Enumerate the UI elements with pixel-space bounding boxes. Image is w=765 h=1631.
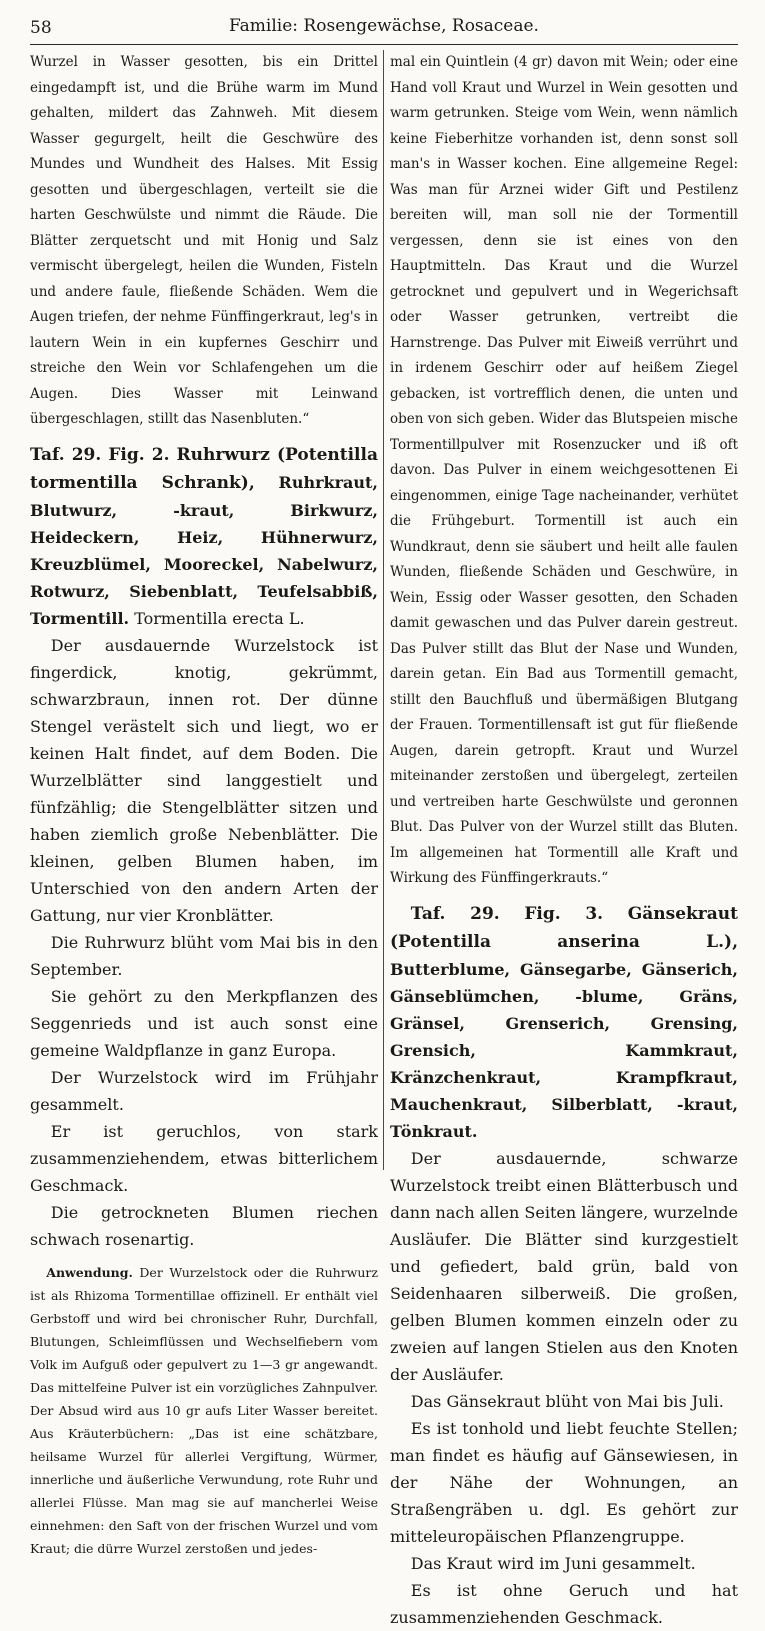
heading-title: Taf. 29. Fig. 3. Gänsekraut (Potentilla anserina L.), bbox=[390, 903, 738, 952]
column-divider bbox=[383, 50, 384, 1170]
paragraph: Der ausdauernde Wurzelstock ist fingerdick, knotig, gekrümmt, schwarzbraun, innen rot. Der dünne Stengel verästelt sich und liegt, wo er keinen Halt findet, auf dem Boden. Die Wurzelblätter sind langgestielt und fünfzählig; die Stengelblätter sitzen und haben ziemlich große Nebenblätter. Die kleinen, gelben Blumen haben, im Unterschied von den andern Arten der Gattung, nur vier Kronblätter. bbox=[30, 635, 378, 925]
usage-text: Der Wurzelstock oder die Ruhrwurz ist als Rhizoma Tormentillae offizinell. Er enthält viel Gerbstoff und wird bei chronischer Ruhr, Durchfall, Blutungen, Schleimflüssen und Wechselfiebern vom Volk im Aufguß oder gepulvert zu 1—3 gr angewandt. Das mittelfeine Pulver ist ein vorzügliches Zahnpulver. Der Absud wird aus 10 gr aufs Liter Wasser bereitet. Aus Kräuterbüchern: „Das ist eine schätzbare, heilsame Wurzel für allerlei Vergiftung, Würmer, innerliche und äußerliche Verwundung, rote Ruhr und allerlei Flüsse. Man mag sie auf mancherlei Weise einnehmen: den Saft von der frischen Wurzel und vom Kraut; die dürre Wurzel zerstoßen und jedes- bbox=[30, 1264, 378, 1556]
page-number: 58 bbox=[30, 18, 52, 38]
paragraph: Das Gänsekraut blüht von Mai bis Juli. bbox=[410, 1391, 724, 1411]
paragraph: Sie gehört zu den Merkpflanzen des Seggenrieds und ist auch sonst eine gemeine Waldpflanze in ganz Europa. bbox=[30, 986, 378, 1060]
paragraph: mal ein Quintlein (4 gr) davon mit Wein; oder eine Hand voll Kraut und Wurzel in Wein gesotten und warm getrunken. Steige vom Wein, wenn nämlich keine Fieberhitze vorhanden ist, denn sonst soll man's in Wasser kochen. Eine allgemeine Regel: Was man für Arznei wider Gift und Pestilenz bereiten will, man soll nie der Tormentill vergessen, denn sie ist eines von den Hauptmitteln. Das Kraut und die Wurzel getrocknet und gepulvert und in Wegerichsaft oder Wasser getrunken, vertreibt die Harnstrenge. Das Pulver mit Eiweiß verrührt und in irdenem Geschirr oder auf heißem Ziegel gebacken, ist vortrefflich denen, die unten und oben von sich geben. Wider das Blutspeien mische Tormentillpulver mit Rosenzucker und iß oft davon. Das Pulver in einem weichgesottenen Ei eingenommen, einige Tage nacheinander, verhütet die Frühgeburt. Tormentill ist auch ein Wundkraut, denn sie säubert und heilt alle faulen Wunden, fließende Schäden und Geschwüre, in Wein, Essig oder Wasser gesotten, den Schaden damit gewaschen und das Pulver darein gestreut. Das Pulver stillt das Blut der Nase und Wunden, darein getan. Ein Bad aus Tormentill gemacht, stillt den Bauchfluß und übermäßigen Blutgang der Frauen. Tormentillensaft ist gut für fließende Augen, darein getropft. Kraut und Wurzel miteinander zerstoßen und übergelegt, zerteilen und vertreiben harte Geschwülste und geronnen Blut. Das Pulver von der Wurzel stillt das Bluten. Im allgemeinen hat Tormentill alle Kraft und Wirkung des Fünffingerkrauts.“ bbox=[390, 54, 738, 886]
running-title: Familie: Rosengewächse, Rosaceae. bbox=[229, 16, 539, 36]
species-heading bbox=[30, 441, 378, 632]
usage-paragraph bbox=[30, 1261, 378, 1560]
heading-title: Taf. 29. Fig. 2. Ruhrwurz (Potentilla tormentilla Schrank), bbox=[30, 444, 378, 493]
heading-synonyms: Ruhrkraut, Blutwurz, -kraut, Birkwurz, Heideckern, Heiz, Hühnerwurz, Kreuzblümel, Mooreckel, Nabelwurz, Rotwurz, Siebenblatt, Teufelsabbiß, Tormentill. bbox=[30, 472, 378, 628]
species-heading bbox=[390, 900, 738, 1145]
paragraph: Die Ruhrwurz blüht vom Mai bis in den September. bbox=[30, 932, 378, 979]
right-column bbox=[390, 50, 738, 1627]
page-header bbox=[30, 14, 738, 45]
paragraph: Der Wurzelstock wird im Frühjahr gesammelt. bbox=[30, 1067, 378, 1114]
paragraph: Der ausdauernde, schwarze Wurzelstock treibt einen Blätterbusch und dann nach allen Seiten längere, wurzelnde Ausläufer. Die Blätter sind kurzgestielt und gefiedert, bald grün, bald von Seidenhaaren silberweiß. Die großen, gelben Blumen kommen einzeln oder zu zweien auf langen Stielen aus den Knoten der Ausläufer. bbox=[390, 1148, 738, 1384]
paragraph: Die getrockneten Blumen riechen schwach rosenartig. bbox=[30, 1202, 378, 1249]
paragraph: Es ist ohne Geruch und hat zusammenziehenden Geschmack. bbox=[390, 1580, 738, 1627]
heading-synonym-latin: Tormentilla erecta L. bbox=[129, 608, 305, 628]
heading-synonyms: Butterblume, Gänsegarbe, Gänserich, Gänseblümchen, -blume, Gräns, Gränsel, Grenserich, Grensing, Grensich, Kammkraut, Kränzchenkraut, Krampfkraut, Mauchenkraut, Silberblatt, -kraut, Tönkraut. bbox=[390, 959, 738, 1141]
left-column bbox=[30, 50, 378, 1556]
paragraph: Wurzel in Wasser gesotten, bis ein Drittel eingedampft ist, und die Brühe warm im Mund gehalten, mildert das Zahnweh. Mit diesem Wasser gegurgelt, heilt die Geschwüre des Mundes und Wundheit des Halses. Mit Essig gesotten und übergeschlagen, verteilt sie die harten Geschwülste und nimmt die Räude. Die Blätter zerquetscht und mit Honig und Salz vermischt übergelegt, heilen die Wunden, Fisteln und andere faule, fließende Schäden. Wem die Augen triefen, der nehme Fünffingerkraut, leg's in lautern Wein in ein kupfernes Geschirr und streiche den Wein vor Schlafengehen um die Augen. Dies Wasser mit Leinwand übergeschlagen, stillt das Nasenbluten.“ bbox=[30, 54, 378, 427]
usage-label: Anwendung. bbox=[46, 1264, 133, 1280]
paragraph: Er ist geruchlos, von stark zusammenziehendem, etwas bitterlichem Geschmack. bbox=[30, 1121, 378, 1195]
paragraph: Es ist tonhold und liebt feuchte Stellen; man findet es häufig auf Gänsewiesen, in der Nähe der Wohnungen, an Straßengräben u. dgl. Es gehört zur mitteleuropäischen Pflanzengruppe. bbox=[390, 1418, 738, 1546]
paragraph: Das Kraut wird im Juni gesammelt. bbox=[410, 1553, 696, 1573]
